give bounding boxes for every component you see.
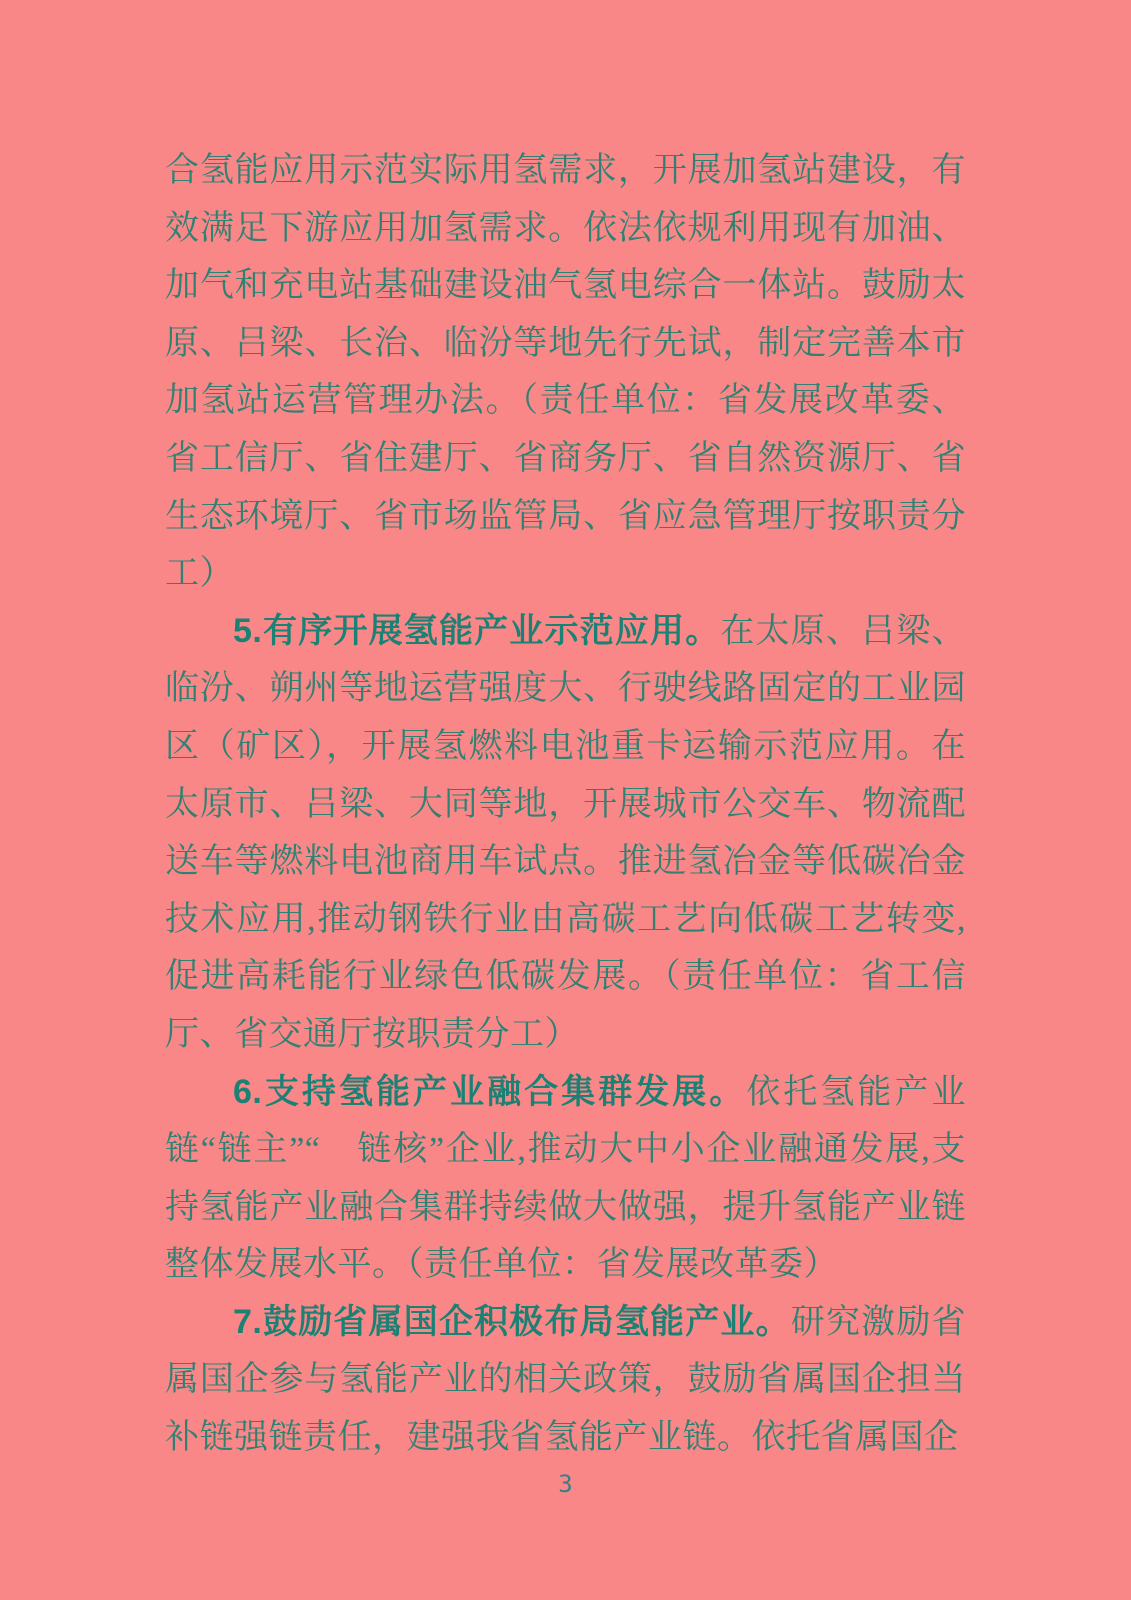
item-5-body: 在太原、吕梁、临汾、朔州等地运营强度大、行驶线路固定的工业园区（矿区），开展氢燃料电池重卡运输示范应用。在太原市、吕梁、大同等地，开展城市公交车、物流配送车等燃料电池商用车试点。推进氢冶金等低碳冶金技术应用,推动钢铁行业由高碳工艺向低碳工艺转变,促进高耗能行业绿色低碳发展。（责任单位：省工信厅、省交通厅按职责分工） xyxy=(165,612,966,1053)
text-block xyxy=(165,142,966,1467)
item-7-body: 研究激励省属国企参与氢能产业的相关政策，鼓励省属国企担当补链强链责任，建强我省氢能产业链。依托省属国企 xyxy=(165,1303,967,1457)
paragraph-item-6 xyxy=(165,1064,966,1294)
paragraph-item-7 xyxy=(165,1294,966,1467)
paragraph-text: 合氢能应用示范实际用氢需求，开展加氢站建设，有效满足下游应用加氢需求。依法依规利用现有加油、加气和充电站基础建设油气氢电综合一体站。鼓励太原、吕梁、长治、临汾等地先行先试，制定完善本市加氢站运营管理办法。（责任单位：省发展改革委、省工信厅、省住建厅、省商务厅、省自然资源厅、省生态环境厅、省市场监管局、省应急管理厅按职责分工） xyxy=(165,152,966,593)
item-5-heading: 5.有序开展氢能产业示范应用。 xyxy=(233,611,721,650)
item-7-heading: 7.鼓励省属国企积极布局氢能产业。 xyxy=(233,1302,791,1341)
page-number: 3 xyxy=(558,1470,573,1498)
paragraph-continuation xyxy=(165,142,966,603)
item-6-body: 依托氢能产业链“链主”“ 链核”企业,推动大中小企业融通发展,支持氢能产业融合集群持续做大做强，提升氢能产业链整体发展水平。（责任单位：省发展改革委） xyxy=(165,1073,966,1284)
paragraph-item-5 xyxy=(165,603,966,1064)
item-6-heading: 6.支持氢能产业融合集群发展。 xyxy=(233,1072,747,1111)
